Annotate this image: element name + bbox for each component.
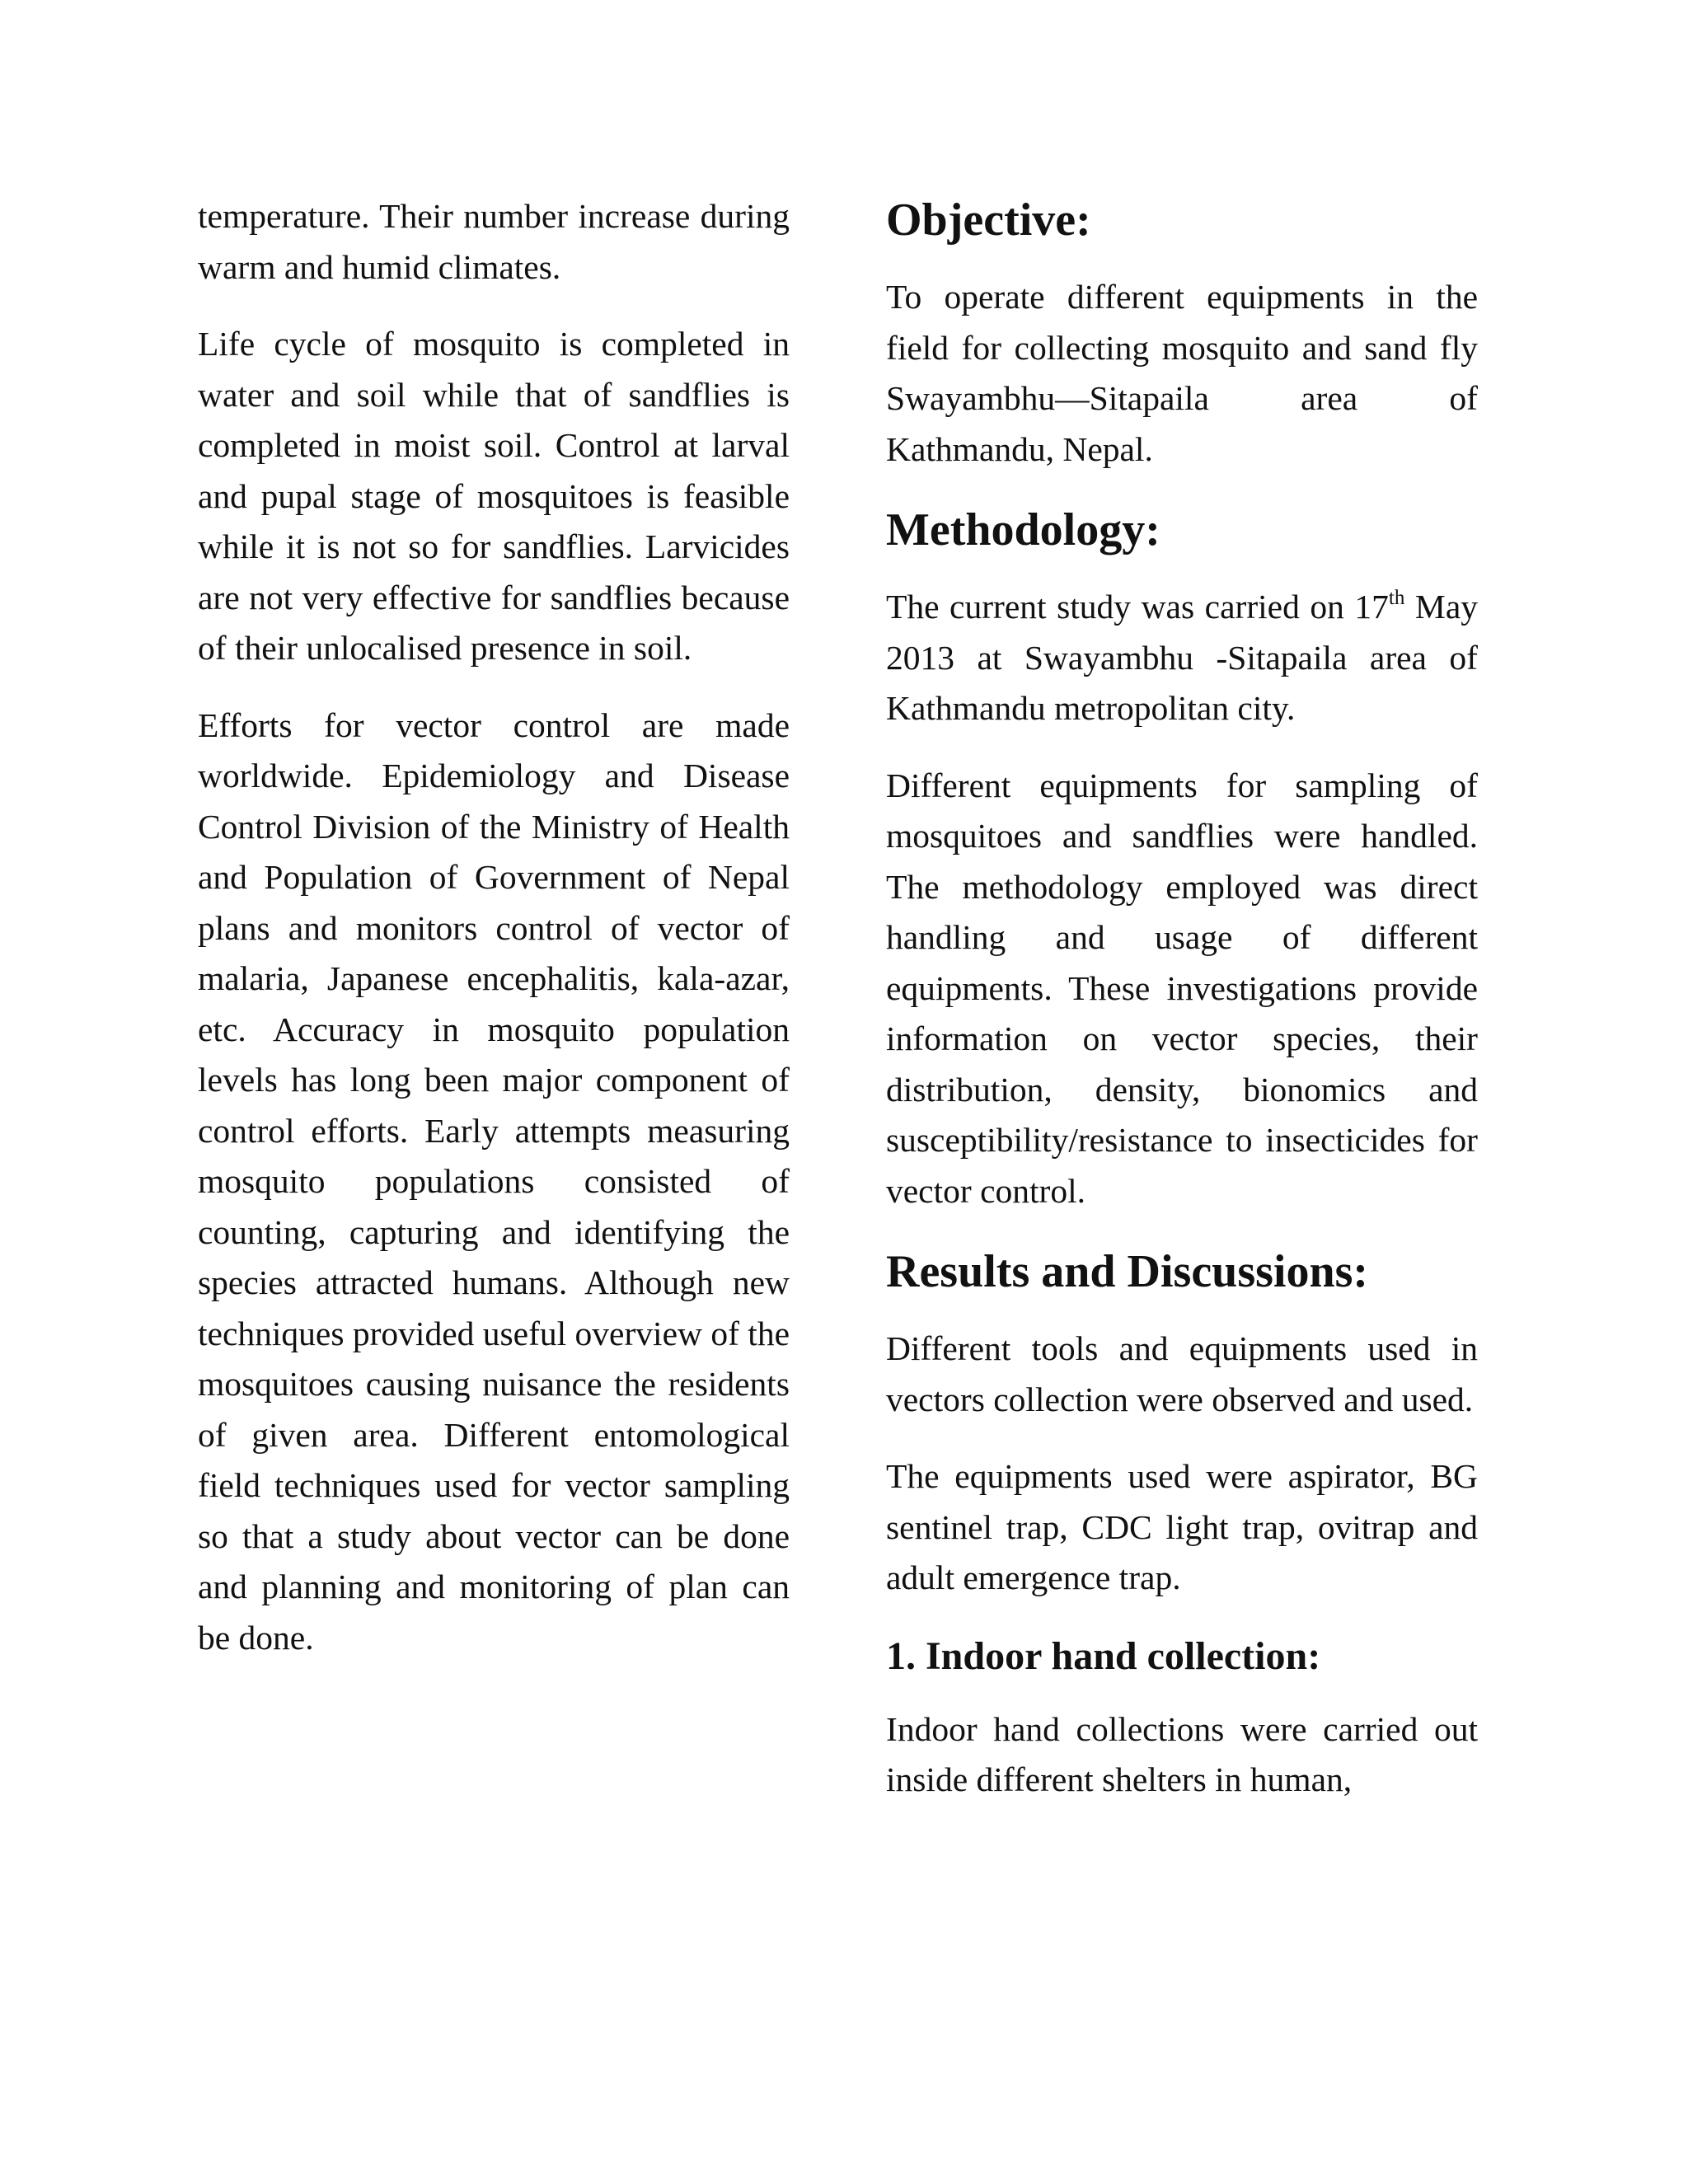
paragraph-life-cycle: Life cycle of mosquito is completed in water and soil while that of sandflies is completed in moist soil. Control at larval and pupal stage of mosquitoes is feasible while it is not so for sandflies. Larvicides are not very effective for sandflies because of their unlocalised presence in soil.: [198, 325, 790, 667]
results-paragraph-tools: Different tools and equipments used in vectors collection were observed and used.: [886, 1329, 1478, 1418]
objective-heading: Objective:: [886, 194, 1091, 246]
results-heading: Results and Discussions:: [886, 1246, 1369, 1297]
methodology-paragraph-date: [886, 582, 1478, 734]
methodology-date-text: The current study was carried on 17: [886, 588, 1389, 626]
right-column: [886, 191, 1478, 1832]
ordinal-superscript: th: [1388, 587, 1405, 609]
indoor-collection-heading: 1. Indoor hand collection:: [886, 1633, 1321, 1678]
objective-paragraph: To operate different equipments in the field for collecting mosquito and sand fly Swayambhu—Sitapaila area of Kathmandu, Nepal.: [886, 278, 1478, 468]
results-paragraph-equipment-list: The equipments used were aspirator, BG sentinel trap, CDC light trap, ovitrap and adult emergence trap.: [886, 1457, 1478, 1596]
left-column: [198, 191, 790, 1690]
paragraph-vector-control: Efforts for vector control are made worldwide. Epidemiology and Disease Control Division of the Ministry of Health and Population of Government of Nepal plans and monitors control of vector of malaria, Japanese encephalitis, kala-azar, etc. Accuracy in mosquito population levels has long been major component of control efforts. Early attempts measuring mosquito populations consisted of counting, capturing and identifying the species attracted humans. Although new techniques provided useful overview of the mosquitoes causing nuisance the residents of given area. Different entomological field techniques used for vector sampling so that a study about vector can be done and planning and monitoring of plan can be done.: [198, 705, 790, 1657]
paragraph-temperature: temperature. Their number increase during warm and humid climates.: [198, 197, 790, 286]
methodology-heading: Methodology:: [886, 504, 1160, 555]
indoor-collection-paragraph: Indoor hand collections were carried out inside different shelters in human,: [886, 1709, 1478, 1798]
methodology-location-text: May 2013 at Swayambhu -Sitapaila area of Kathmandu metropolitan city.: [886, 588, 1478, 727]
methodology-paragraph-equipment: Different equipments for sampling of mosquitoes and sandflies were handled. The methodology employed was direct handling and usage of different equipments. These investigations provide information on vector species, their distribution, density, bionomics and susceptibility/resistance to insecticides for vector control.: [886, 766, 1478, 1210]
